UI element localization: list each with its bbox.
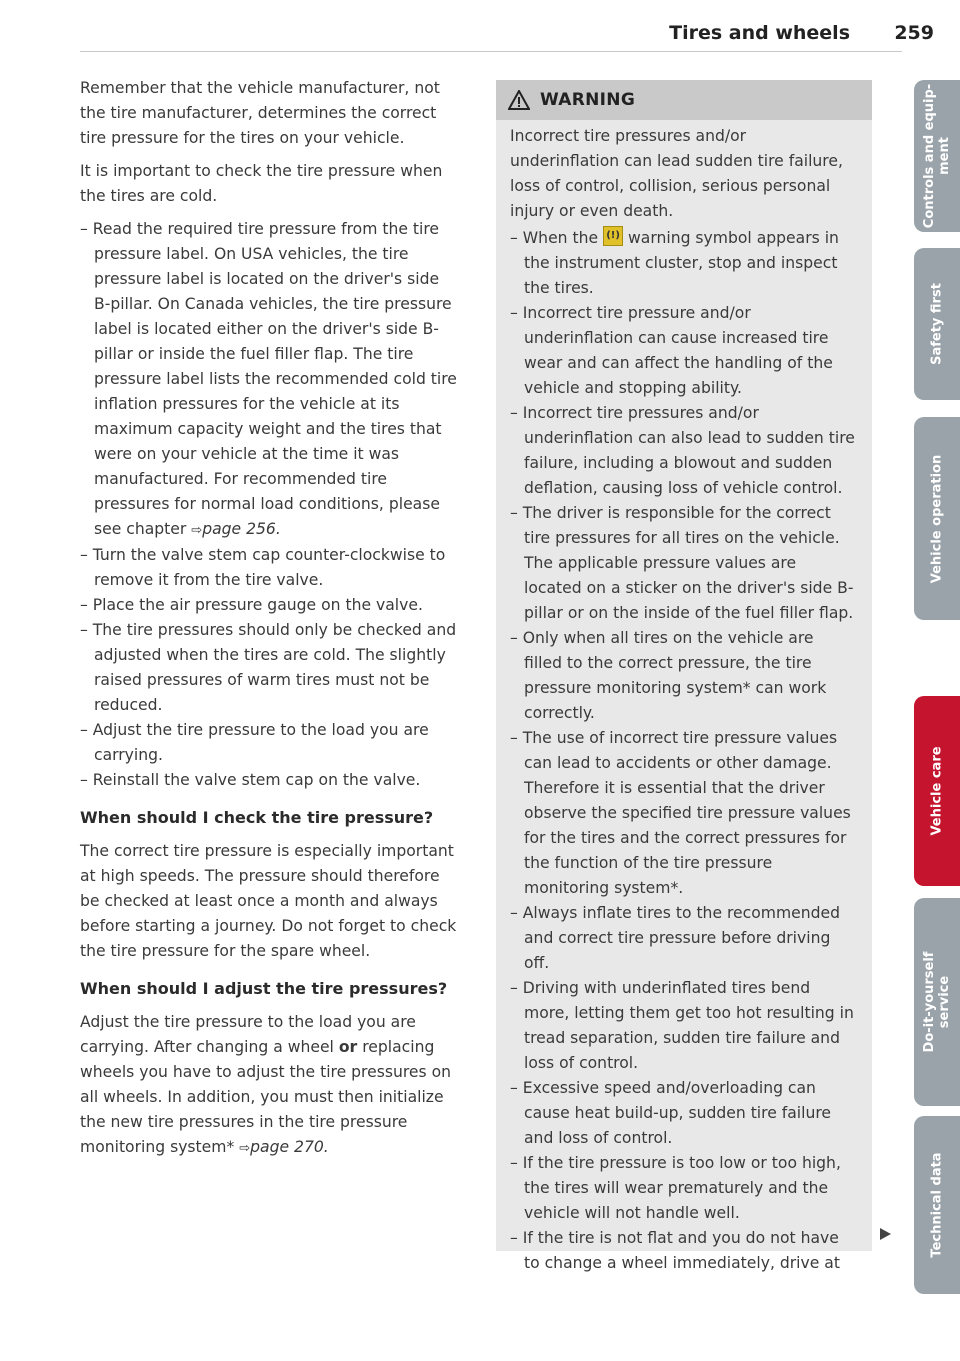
list-item: – When the (!) warning symbol appears in the instrument cluster, stop and inspect the tires. bbox=[510, 226, 856, 301]
list-item: – The tire pressures should only be checked and adjusted when the tires are cold. The slightly raised pressures of warm tires must not be reduced. bbox=[80, 618, 460, 718]
tab-safety-first[interactable]: Safety first bbox=[914, 248, 960, 400]
main-column bbox=[80, 76, 460, 1169]
check-paragraph: The correct tire pressure is especially important at high speeds. The pressure should therefore be checked at least once a month and always before starting a journey. Do not forget to check the tire pressure for the spare wheel. bbox=[80, 842, 457, 960]
list-item: – If the tire pressure is too low or too high, the tires will wear prematurely and the vehicle will not handle well. bbox=[510, 1151, 856, 1226]
list-item: – Excessive speed and/overloading can cause heat build-up, sudden tire failure and loss of control. bbox=[510, 1076, 856, 1151]
intro-paragraph: Remember that the vehicle manufacturer, not the tire manufacturer, determines the correct tire pressure for the tires on your vehicle. bbox=[80, 79, 440, 147]
continued-arrow-icon bbox=[880, 1228, 891, 1240]
list-item: – The use of incorrect tire pressure values can lead to accidents or other damage. Therefore it is essential that the driver observe the specified tire pressure values for the tires and the correct pressures for the function of the tire pressure monitoring system*. bbox=[510, 726, 856, 901]
tab-do-it-yourself-service[interactable]: Do-it-yourself service bbox=[914, 898, 960, 1106]
cold-check-paragraph: It is important to check the tire pressure when the tires are cold. bbox=[80, 162, 443, 205]
list-item: – Driving with underinflated tires bend more, letting them get too hot resulting in tread separation, sudden tire failure and loss of control. bbox=[510, 976, 856, 1076]
tab-controls-and-equipment[interactable]: Controls and equip- ment bbox=[914, 80, 960, 232]
list-item: – Turn the valve stem cap counter-clockwise to remove it from the tire valve. bbox=[80, 543, 460, 593]
warning-body bbox=[496, 120, 872, 1276]
list-item: – Place the air pressure gauge on the valve. bbox=[80, 593, 460, 618]
header-divider bbox=[80, 51, 902, 52]
warning-box bbox=[496, 80, 872, 1272]
warning-intro: Incorrect tire pressures and/or underinflation can lead sudden tire failure, loss of control, collision, serious personal injury or even death. bbox=[510, 127, 843, 220]
tab-vehicle-care[interactable]: Vehicle care bbox=[914, 696, 960, 886]
warning-label: WARNING bbox=[540, 90, 636, 110]
page-ref-link[interactable]: ⇨page 270. bbox=[239, 1138, 329, 1156]
heading-adjust: When should I adjust the tire pressures? bbox=[80, 979, 448, 998]
tab-technical-data[interactable]: Technical data bbox=[914, 1116, 960, 1294]
warning-triangle-icon bbox=[508, 90, 530, 110]
tab-vehicle-operation[interactable]: Vehicle operation bbox=[914, 417, 960, 620]
list-item: – Always inflate tires to the recommended and correct tire pressure before driving off. bbox=[510, 901, 856, 976]
adjust-paragraph: Adjust the tire pressure to the load you are carrying. After changing a wheel or replacing wheels you have to adjust the tire pressures on all wheels. In addition, you must then initialize the new tire pressures in the tire pressure monitoring system* ⇨page 270. bbox=[80, 1013, 452, 1156]
list-item: – Only when all tires on the vehicle are filled to the correct pressure, the tire pressure monitoring system* can work correctly. bbox=[510, 626, 856, 726]
list-item: – Reinstall the valve stem cap on the valve. bbox=[80, 768, 460, 793]
procedure-list bbox=[80, 217, 460, 793]
list-item: – Incorrect tire pressure and/or underinflation can cause increased tire wear and can affect the handling of the vehicle and stopping ability. bbox=[510, 301, 856, 401]
list-item: – Adjust the tire pressure to the load you are carrying. bbox=[80, 718, 460, 768]
section-title: Tires and wheels bbox=[669, 22, 850, 44]
list-item: – Incorrect tire pressures and/or underinflation can also lead to sudden tire failure, including a blowout and sudden deflation, causing loss of vehicle control. bbox=[510, 401, 856, 501]
list-item: – The driver is responsible for the correct tire pressures for all tires on the vehicle. The applicable pressure values are located on a sticker on the driver's side B-pillar or on the inside of the fuel filler flap. bbox=[510, 501, 856, 626]
warning-list bbox=[510, 226, 856, 1276]
page-ref-link[interactable]: ⇨page 256. bbox=[191, 520, 281, 538]
warning-header bbox=[496, 80, 872, 120]
page-number: 259 bbox=[894, 22, 934, 44]
arrow-right-icon: ⇨ bbox=[239, 1141, 251, 1156]
list-item: – If the tire is not flat and you do not have to change a wheel immediately, drive at bbox=[510, 1226, 856, 1276]
list-item: – Read the required tire pressure from the tire pressure label. On USA vehicles, the tire pressure label is located on the driver's side B-pillar. On Canada vehicles, the tire pressure label is located either on the driver's side B-pillar or inside the fuel filler flap. The tire pressure label lists the recommended cold tire inflation pressures for the vehicle at its maximum capacity weight and the tires that were on your vehicle at the time it was manufactured. For recommended tire pressures for normal load conditions, please see chapter ⇨page 256. bbox=[80, 217, 460, 543]
arrow-right-icon: ⇨ bbox=[191, 523, 203, 538]
heading-check: When should I check the tire pressure? bbox=[80, 808, 434, 827]
tire-pressure-warning-icon bbox=[603, 226, 623, 246]
